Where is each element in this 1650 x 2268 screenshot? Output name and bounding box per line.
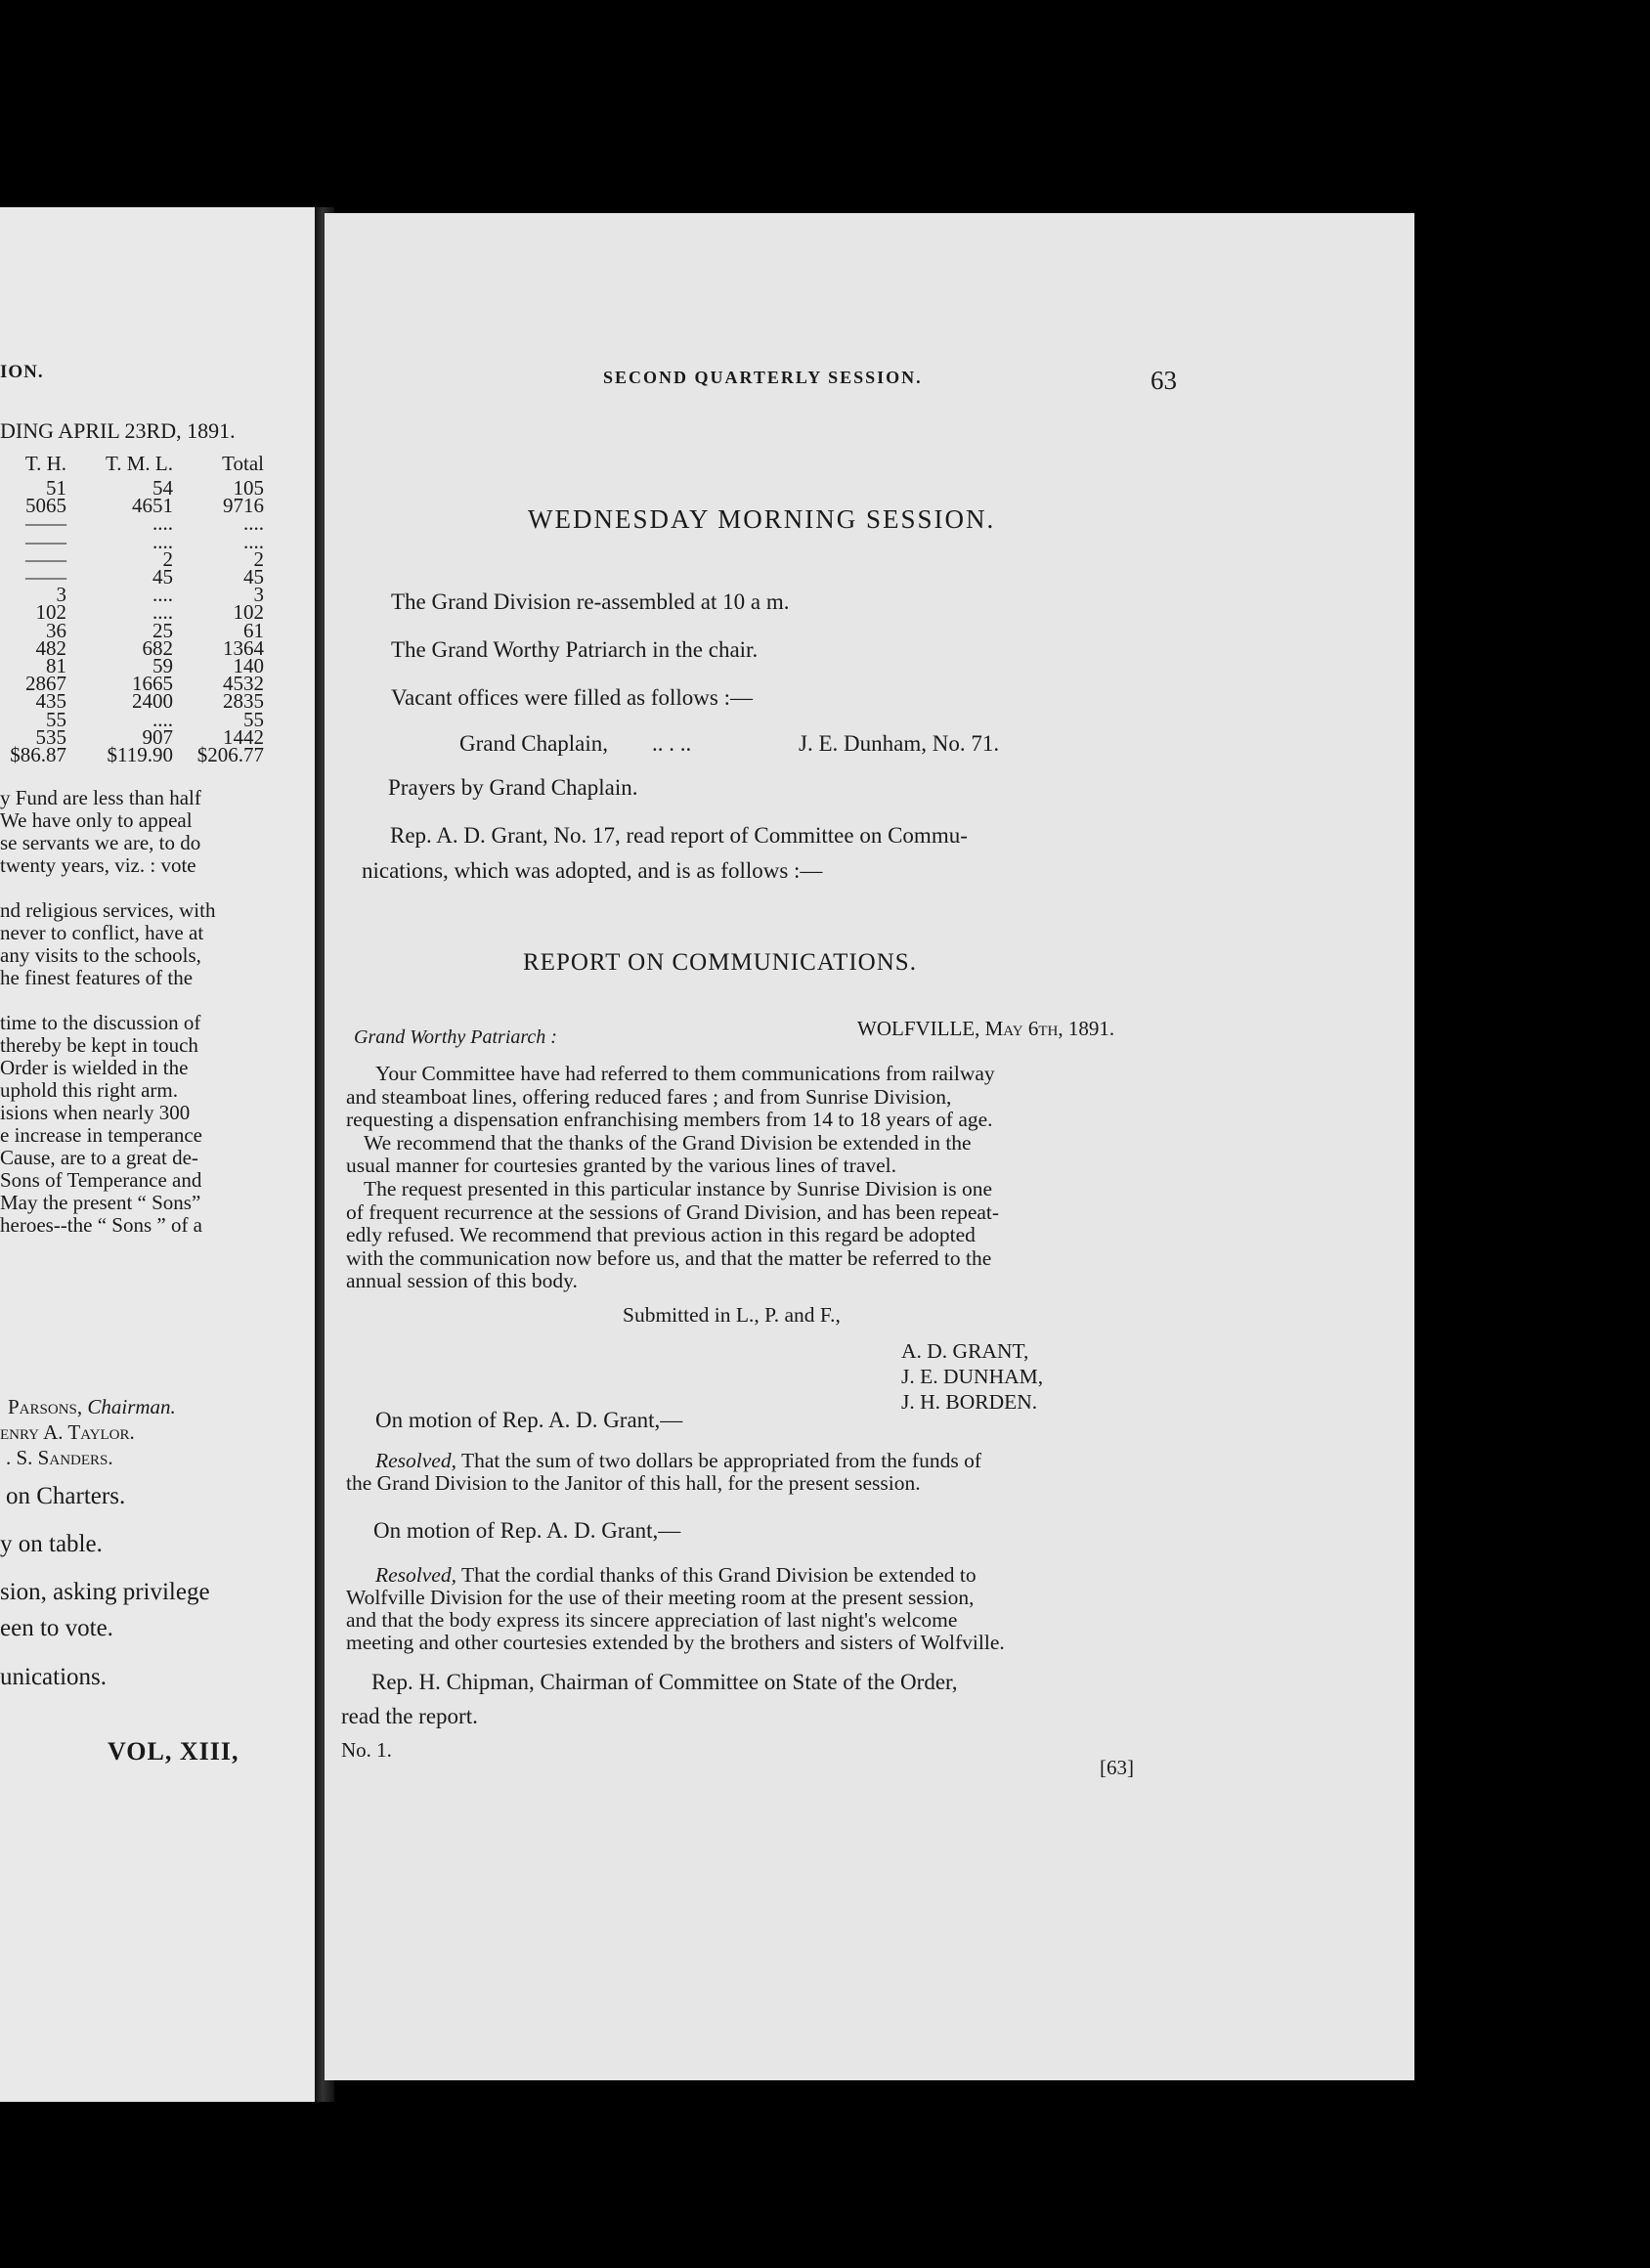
left-bottom-line: een to vote.: [0, 1615, 113, 1641]
running-head: SECOND QUARTERLY SESSION.: [603, 368, 923, 387]
report-line: We recommend that the thanks of the Grand Division be extended in the: [364, 1130, 972, 1155]
left-text-line: se servants we are, to do: [0, 831, 201, 854]
report-line: requesting a dispensation enfranchising members from 14 to 18 years of age.: [346, 1108, 993, 1132]
table-cell: 482: [35, 635, 66, 660]
table-cell: 2867: [25, 672, 66, 696]
table-cell: 907: [142, 724, 173, 749]
table-cell: $119.90: [107, 743, 173, 766]
left-text-line: any visits to the schools,: [0, 943, 201, 967]
resolved-line: and that the body express its sincere appreciation of last night's welcome: [346, 1608, 958, 1632]
body-line: The Grand Division re-assembled at 10 a m.: [391, 589, 790, 614]
left-text-line: he finest features of the: [0, 966, 194, 989]
session-title: WEDNESDAY MORNING SESSION.: [528, 504, 996, 534]
report-line: usual manner for courtesies granted by the various lines of travel.: [346, 1154, 896, 1178]
table-cell: ——: [25, 546, 66, 571]
table-cell: 140: [233, 654, 264, 677]
table-cell: $206.77: [196, 743, 264, 766]
table-cell: 102: [35, 600, 66, 625]
table-cell: ....: [243, 511, 264, 536]
chaplain-name: J. E. Dunham, No. 71.: [799, 731, 1000, 756]
table-cell: 45: [152, 565, 173, 589]
left-table-title: DING APRIL 23RD, 1891.: [0, 418, 236, 443]
table-cell: 9716: [223, 494, 264, 518]
table-cell: ....: [152, 707, 173, 731]
table-cell: 2835: [223, 689, 264, 714]
report-line: edly refused. We recommend that previous action in this regard be adopted: [346, 1223, 976, 1247]
left-bottom-line: on Charters.: [6, 1483, 126, 1509]
chipman-line: read the report.: [341, 1704, 478, 1728]
prayers-line: Prayers by Grand Chaplain.: [388, 775, 638, 800]
table-cell: 51: [46, 476, 66, 500]
table-cell: 1665: [132, 672, 173, 696]
left-text-line: twenty years, viz. : vote: [0, 853, 196, 877]
salutation: Grand Worthy Patriarch :: [354, 1026, 557, 1048]
table-cell: 4651: [132, 494, 173, 518]
left-text-line: nd religious services, with: [0, 898, 216, 922]
left-text-line: thereby be kept in touch: [0, 1033, 198, 1057]
table-cell: 45: [243, 565, 264, 589]
body-line: The Grand Worthy Patriarch in the chair.: [391, 637, 759, 662]
rep-line: Rep. A. D. Grant, No. 17, read report of Committee on Commu-: [390, 823, 968, 848]
table-cell: 3: [56, 583, 66, 607]
left-text-line: Cause, are to a great de-: [0, 1146, 198, 1169]
table-cell: 102: [233, 600, 264, 625]
motion-line: On motion of Rep. A. D. Grant,—: [375, 1408, 683, 1432]
table-cell: 2: [253, 546, 264, 571]
table-cell: 59: [152, 654, 173, 677]
left-bottom-line: unications.: [0, 1664, 108, 1690]
left-text-line: e increase in temperance: [0, 1123, 202, 1147]
signer: J. H. BORDEN.: [901, 1390, 1038, 1414]
left-bottom-line: y on table.: [0, 1531, 103, 1557]
resolved-line: the Grand Division to the Janitor of this hall, for the present session.: [346, 1471, 921, 1495]
left-page: [0, 207, 315, 2102]
chipman-line: Rep. H. Chipman, Chairman of Committee on State of the Order,: [371, 1670, 958, 1694]
signature-line: . S. Sanders.: [6, 1446, 113, 1469]
table-cell: 3: [253, 583, 264, 607]
table-cell: 2: [162, 546, 173, 571]
table-cell: $86.87: [10, 743, 66, 766]
left-text-line: uphold this right arm.: [0, 1078, 178, 1102]
signature-line: Parsons, Chairman.: [8, 1395, 176, 1418]
report-line: with the communication now before us, and that the matter be referred to the: [346, 1245, 992, 1270]
table-cell: ——: [25, 529, 66, 553]
body-line: Vacant offices were filled as follows :—: [391, 685, 754, 710]
left-text-line: We have only to appeal: [0, 808, 193, 832]
report-line: The request presented in this particular instance by Sunrise Division is one: [364, 1177, 993, 1200]
left-text-line: time to the discussion of: [0, 1011, 201, 1034]
table-cell: 55: [243, 707, 264, 731]
left-text-line: Sons of Temperance and: [0, 1168, 202, 1192]
table-cell: ....: [152, 583, 173, 607]
table-cell: 55: [46, 707, 66, 731]
page-number: 63: [1151, 366, 1177, 395]
report-line: and steamboat lines, offering reduced fares ; and from Sunrise Division,: [346, 1084, 952, 1109]
right-page: [325, 213, 1414, 2080]
table-cell: 1364: [223, 635, 264, 660]
table-cell: 36: [46, 618, 66, 642]
signature-line: enry A. Taylor.: [0, 1420, 135, 1444]
resolved-line: Resolved, That the cordial thanks of this Grand Division be extended to: [375, 1563, 977, 1587]
report-title: REPORT ON COMMUNICATIONS.: [523, 949, 917, 976]
left-text-line: isions when nearly 300: [0, 1101, 191, 1124]
table-cell: 61: [243, 618, 264, 642]
column-header: T. M. L.: [105, 452, 173, 475]
signer: A. D. GRANT,: [901, 1339, 1029, 1363]
table-cell: ——: [25, 511, 66, 536]
table-cell: 81: [46, 654, 66, 677]
chaplain-office: Grand Chaplain,: [459, 731, 609, 756]
table-cell: 5065: [25, 494, 66, 518]
table-cell: 682: [142, 635, 173, 660]
left-running-head: ION.: [0, 362, 44, 382]
table-cell: ....: [152, 511, 173, 536]
table-cell: ....: [243, 529, 264, 553]
signer: J. E. DUNHAM,: [901, 1365, 1044, 1388]
table-cell: ....: [152, 600, 173, 625]
table-cell: 535: [35, 724, 66, 749]
table-cell: 2400: [132, 689, 173, 714]
submitted-line: Submitted in L., P. and F.,: [623, 1303, 841, 1327]
table-cell: 25: [152, 618, 173, 642]
rep-line: nications, which was adopted, and is as follows :—: [362, 858, 823, 883]
report-line: Your Committee have had referred to them communications from railway: [375, 1062, 995, 1085]
column-header: T. H.: [24, 452, 66, 475]
table-cell: 54: [152, 476, 173, 500]
left-bottom-line: sion, asking privilege: [0, 1579, 210, 1605]
motion-line: On motion of Rep. A. D. Grant,—: [373, 1518, 681, 1543]
resolved-line: Resolved, That the sum of two dollars be appropriated from the funds of: [375, 1449, 981, 1472]
table-cell: 4532: [223, 672, 264, 696]
resolved-line: Wolfville Division for the use of their meeting room at the present session,: [346, 1586, 975, 1609]
place-date: WOLFVILLE, May 6th, 1891.: [857, 1017, 1115, 1040]
report-line: annual session of this body.: [346, 1269, 578, 1293]
footer-page: [63]: [1100, 1756, 1134, 1779]
left-text-line: Order is wielded in the: [0, 1056, 189, 1079]
column-header: Total: [222, 452, 264, 475]
table-cell: 105: [233, 476, 264, 500]
chaplain-dots: .. . ..: [652, 731, 692, 756]
table-cell: 1442: [223, 724, 264, 749]
resolved-line: meeting and other courtesies extended by the brothers and sisters of Wolfville.: [346, 1631, 1005, 1654]
table-cell: 435: [35, 689, 66, 714]
report-line: of frequent recurrence at the sessions of Grand Division, and has been repeat-: [346, 1199, 1000, 1224]
footer-number: No. 1.: [341, 1738, 392, 1762]
left-text-line: heroes--the “ Sons ” of a: [0, 1213, 203, 1237]
left-text-line: May the present “ Sons”: [0, 1191, 201, 1214]
left-text-line: y Fund are less than half: [0, 786, 201, 809]
left-text-line: never to conflict, have at: [0, 921, 204, 944]
left-footer: VOL, XIII,: [108, 1737, 239, 1766]
table-cell: ....: [152, 529, 173, 553]
table-cell: ——: [25, 565, 66, 589]
